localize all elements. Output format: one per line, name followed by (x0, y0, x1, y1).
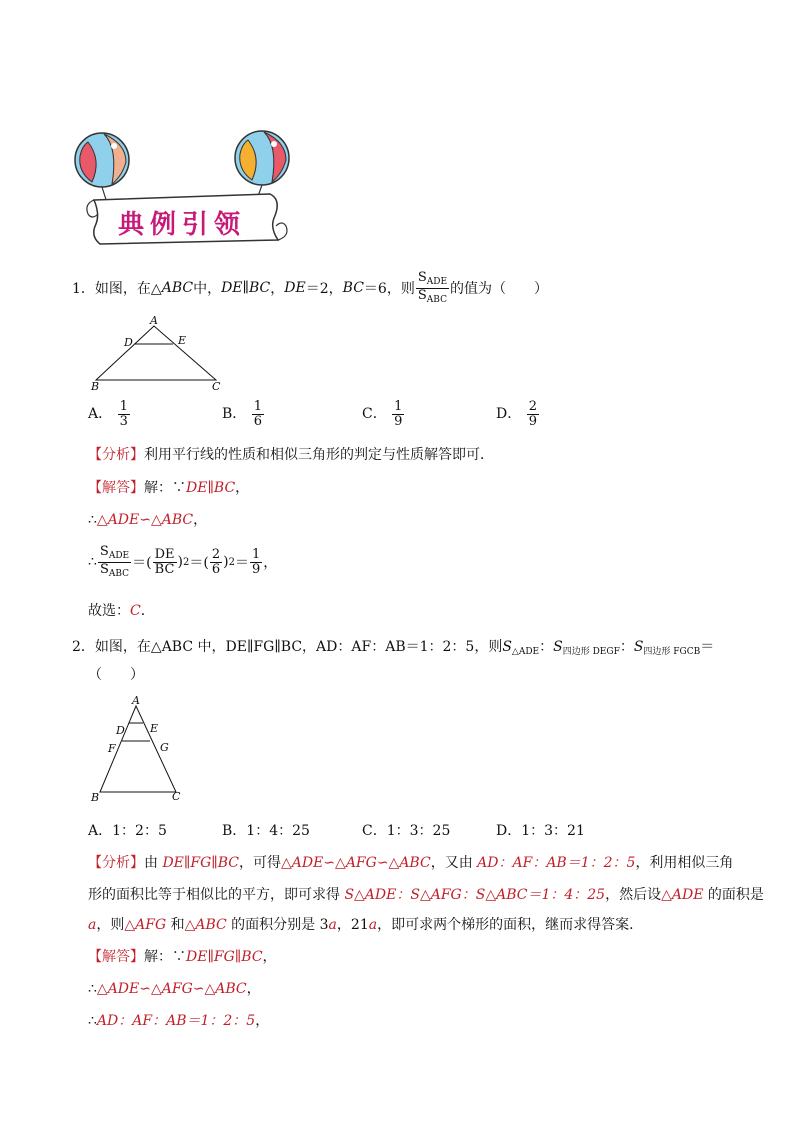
q1-figure: A D E B C (88, 314, 228, 394)
q2-analysis-line3: a，则△AFG 和△ABC 的面积分别是 3a，21a，即可求两个梯形的面积，继而求得答案． (88, 917, 644, 933)
q1-answer-line2: ∴△ADE∽△ABC， (88, 512, 208, 528)
q2-analysis-line2: 形的面积比等于相似比的平方，即可求得 S△ADE：S△AFG：S△ABC＝1：4：25，然后设△ADE 的面积是 (88, 887, 764, 903)
q2-stem: 2．如图，在△ABC 中，DE∥FG∥BC，AD：AF：AB＝1：2：5，则$S_{\triangle ADE}$：$S_{四边形 DEGF}$：$S_{四边形 FGCB}=$ (72, 639, 715, 657)
q1-calc: ∴ $\frac{S_{ADE}}{S_{ABC}}$ ＝( $\frac{DE}{BC}$ ) 2 ＝( $\frac{2}{6}$ ) 2 ＝ $\frac{1}{9}$ ， (88, 544, 278, 579)
q1-analysis: 【分析】利用平行线的性质和相似三角形的判定与性质解答即可． (88, 447, 494, 463)
banner (70, 128, 300, 248)
q1-option-c[interactable]: C． $\frac{1}{9}$ (362, 399, 403, 429)
q2-answer-line1: 【解答】解：∵DE∥FG∥BC， (88, 949, 277, 965)
q2-answer-line2: ∴△ADE∽△AFG∽△ABC， (88, 981, 261, 997)
q2-option-a[interactable]: A．1：2：5 (88, 823, 167, 839)
q1-stem-fraction: $\frac{S_{ADE}}{S_{ABC}}$ (417, 270, 448, 305)
q2-option-b[interactable]: B．1：4：25 (222, 823, 310, 839)
banner-title: 典例引领 (118, 210, 247, 240)
q1-answer-line1: 【解答】解：∵DE∥BC， (88, 480, 250, 496)
q2-figure: A D E F G B C (88, 694, 188, 806)
q1-stem: 1． 如图，在△ ABC 中， DE ∥ BC ， DE ＝2， BC ＝6，则 $\frac{S_{ADE}}{S_{ABC}}$ 的值为（ ） (72, 270, 549, 305)
q2-answer-line3: ∴AD：AF：AB＝1：2：5， (88, 1013, 270, 1029)
q2-option-d[interactable]: D．1：3：21 (496, 823, 585, 839)
q1-option-b[interactable]: B． $\frac{1}{6}$ (222, 399, 263, 429)
q1-option-a[interactable]: A． $\frac{1}{3}$ (88, 399, 128, 429)
q1-choice: 故选：C． (88, 603, 155, 619)
triangle-figure-icon (88, 314, 228, 394)
q1-option-d[interactable]: D． $\frac{2}{9}$ (496, 399, 537, 429)
q2-paren: （ ） (88, 667, 144, 683)
q2-analysis-line1: 【分析】由 DE∥FG∥BC，可得△ADE∽△AFG∽△ABC，又由 AD：AF：AB＝1：2：5，利用相似三角 (88, 855, 734, 871)
q2-option-c[interactable]: C．1：3：25 (362, 823, 451, 839)
